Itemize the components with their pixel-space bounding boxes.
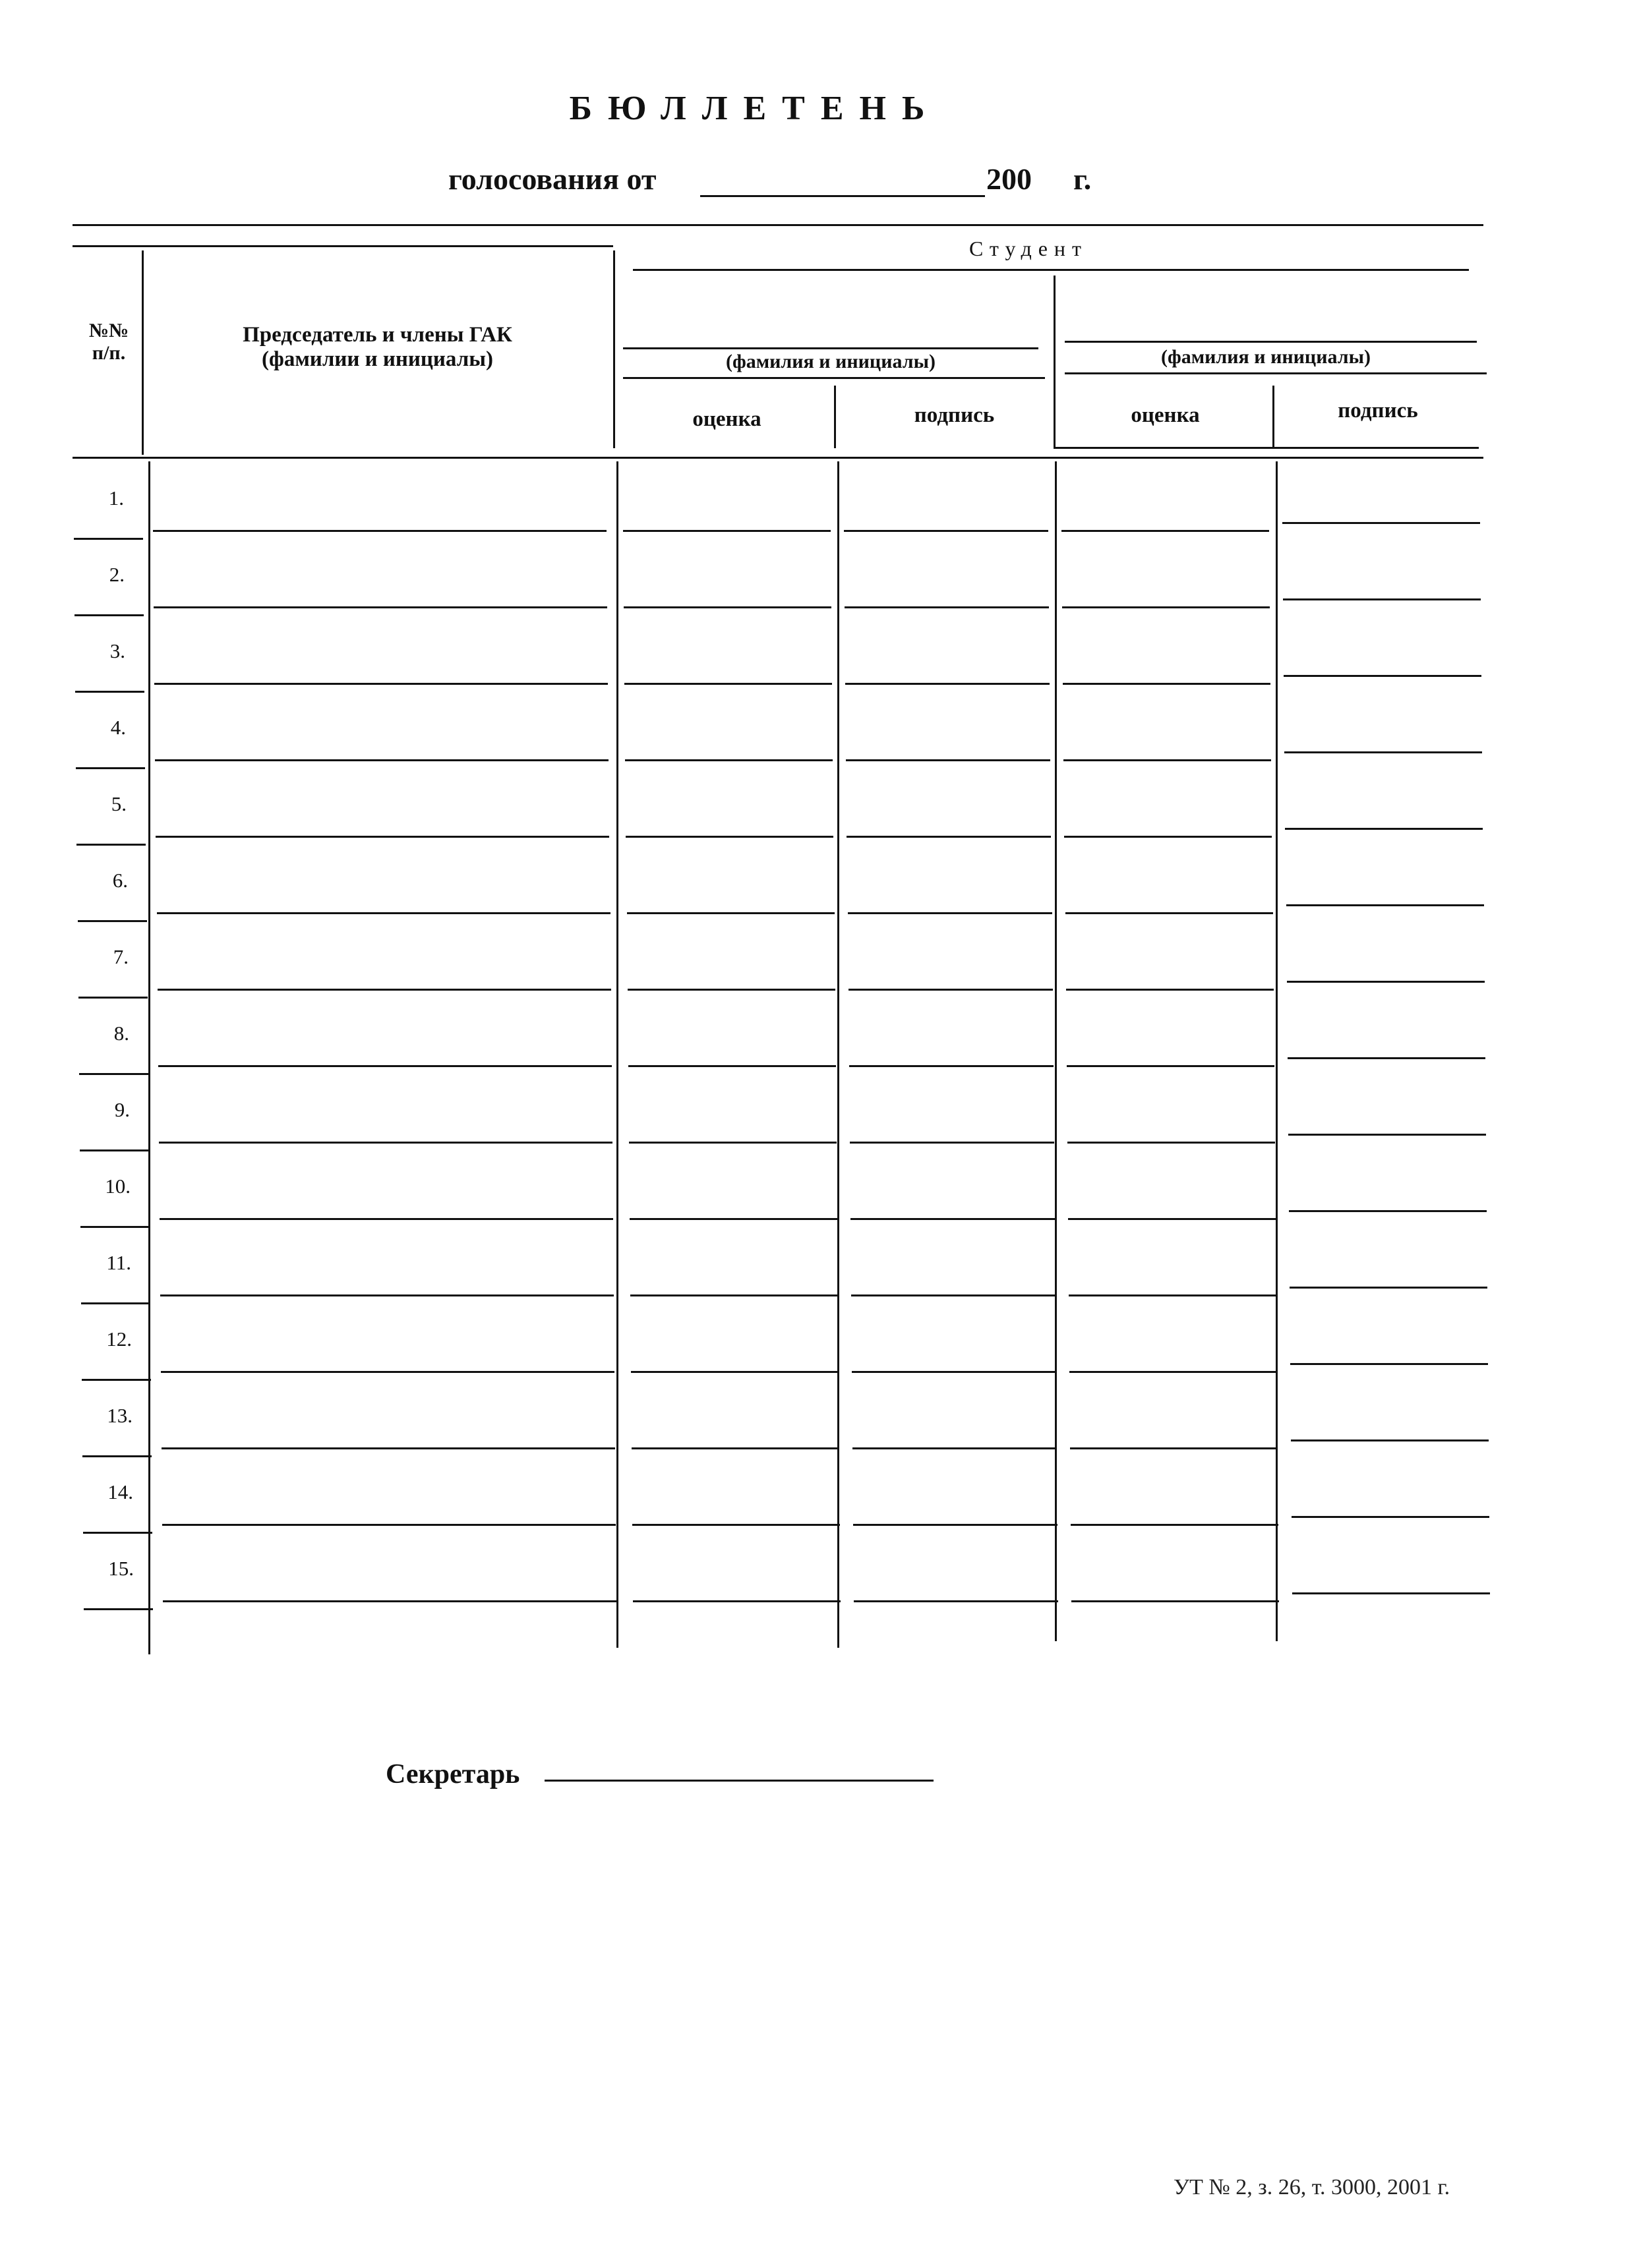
student1-signature-field[interactable]: [845, 683, 1050, 685]
member-name-field[interactable]: [153, 530, 607, 532]
row-number-rule: [78, 920, 147, 922]
student1-signature-field[interactable]: [853, 1524, 1057, 1526]
student2-signature-field[interactable]: [1283, 598, 1481, 600]
member-name-field[interactable]: [160, 1218, 613, 1220]
col-number-line1: №№: [88, 320, 129, 341]
student2-grade-field[interactable]: [1069, 1294, 1276, 1296]
student1-grade-field[interactable]: [624, 683, 832, 685]
header-divider-2: [613, 250, 615, 448]
row-number-rule: [82, 1455, 152, 1457]
row-number-rule: [80, 1149, 149, 1151]
body-divider-1: [148, 461, 150, 1654]
row-number: 3.: [109, 639, 125, 662]
year-prefix: 200: [986, 162, 1032, 196]
body-divider-3: [837, 461, 839, 1648]
member-name-field[interactable]: [157, 912, 610, 914]
student1-signature-field[interactable]: [844, 530, 1048, 532]
member-name-field[interactable]: [159, 1142, 612, 1144]
student1-caption-rule: [623, 377, 1045, 379]
student2-grade-field[interactable]: [1061, 530, 1269, 532]
student1-name-caption: (фамилия и инициалы): [725, 351, 936, 372]
row-number-rule: [84, 1608, 153, 1610]
student2-grade-field[interactable]: [1067, 1142, 1275, 1144]
row-number-rule: [78, 997, 148, 999]
row-number-rule: [80, 1226, 150, 1228]
member-name-field[interactable]: [158, 989, 611, 991]
student1-signature-field[interactable]: [848, 989, 1053, 991]
student1-signature-field[interactable]: [854, 1600, 1058, 1602]
row-number: 11.: [106, 1251, 131, 1274]
row-number: 1.: [108, 486, 124, 509]
body-divider-4: [1055, 461, 1057, 1641]
body-divider-2: [616, 461, 618, 1648]
row-number: 10.: [105, 1175, 131, 1198]
col-members-header: [152, 323, 603, 372]
student1-grade-field[interactable]: [628, 1065, 836, 1067]
student1-grade-field[interactable]: [632, 1447, 839, 1449]
col-number-header: [82, 320, 135, 364]
member-name-field[interactable]: [156, 836, 609, 838]
member-name-field[interactable]: [163, 1600, 616, 1602]
student1-signature-field[interactable]: [847, 836, 1051, 838]
header-divider-5: [1272, 386, 1274, 448]
row-number: 13.: [107, 1404, 133, 1427]
row-number: 8.: [113, 1022, 129, 1045]
table-top-rule-2: [73, 245, 613, 247]
row-number: 5.: [111, 792, 127, 815]
student-group-header: Студент: [968, 237, 1088, 260]
student2-grade-header: оценка: [1131, 403, 1200, 427]
member-name-field[interactable]: [155, 759, 609, 761]
student2-signature-field[interactable]: [1289, 1210, 1487, 1212]
student2-caption-rule: [1065, 372, 1487, 374]
student1-grade-field[interactable]: [627, 912, 835, 914]
row-number: 4.: [110, 716, 126, 739]
student1-grade-field[interactable]: [632, 1524, 840, 1526]
student1-grade-field[interactable]: [633, 1600, 841, 1602]
table-top-rule: [73, 224, 1483, 226]
row-number: 2.: [109, 563, 125, 586]
student2-grade-field[interactable]: [1065, 912, 1273, 914]
header-bottom-rule-short: [1054, 447, 1479, 449]
student1-grade-header: оценка: [692, 407, 761, 431]
row-number: 14.: [107, 1480, 133, 1503]
row-number: 12.: [106, 1327, 132, 1351]
voting-date-label: голосования от: [448, 162, 657, 196]
student2-signature-field[interactable]: [1292, 1516, 1489, 1518]
student1-grade-field[interactable]: [626, 836, 833, 838]
student2-signature-field[interactable]: [1292, 1592, 1490, 1594]
header-divider-1: [142, 250, 144, 455]
student2-signature-field[interactable]: [1288, 1057, 1485, 1059]
row-number-rule: [82, 1379, 151, 1381]
student1-signature-field[interactable]: [845, 606, 1049, 608]
body-divider-5: [1276, 461, 1278, 1641]
student1-signature-field[interactable]: [848, 912, 1052, 914]
student2-signature-field[interactable]: [1284, 751, 1482, 753]
student2-signature-field[interactable]: [1291, 1439, 1489, 1441]
student1-grade-field[interactable]: [628, 989, 835, 991]
col-number-line2: п/п.: [92, 341, 126, 364]
student2-signature-field[interactable]: [1288, 1134, 1486, 1136]
student1-signature-field[interactable]: [850, 1218, 1055, 1220]
row-number-rule: [74, 614, 144, 616]
col-members-line1: Председатель и члены ГАК: [243, 323, 512, 347]
print-imprint: УТ № 2, з. 26, т. 3000, 2001 г.: [1174, 2175, 1450, 2199]
student2-signature-field[interactable]: [1290, 1363, 1488, 1365]
student1-signature-field[interactable]: [852, 1447, 1057, 1449]
student2-grade-field[interactable]: [1067, 1065, 1274, 1067]
student1-signature-field[interactable]: [849, 1065, 1054, 1067]
student2-grade-field[interactable]: [1062, 606, 1270, 608]
row-number-rule: [76, 767, 145, 769]
student2-signature-field[interactable]: [1287, 981, 1485, 983]
row-number-rule: [81, 1302, 150, 1304]
row-number-rule: [74, 538, 143, 540]
member-name-field[interactable]: [162, 1447, 615, 1449]
student1-grade-field[interactable]: [629, 1142, 837, 1144]
row-number: 7.: [113, 945, 129, 968]
student1-grade-field[interactable]: [624, 606, 831, 608]
student-group-rule: [633, 269, 1469, 271]
student1-grade-field[interactable]: [625, 759, 833, 761]
member-name-field[interactable]: [161, 1371, 614, 1373]
student2-grade-field[interactable]: [1063, 683, 1270, 685]
member-name-field[interactable]: [154, 606, 607, 608]
student1-signature-field[interactable]: [851, 1294, 1056, 1296]
member-name-field[interactable]: [158, 1065, 612, 1067]
row-number-rule: [75, 691, 144, 693]
document-title: БЮЛЛЕТЕНЬ: [569, 90, 941, 127]
student2-signature-field[interactable]: [1282, 522, 1480, 524]
student1-signature-header: подпись: [914, 403, 995, 427]
row-number-rule: [79, 1073, 148, 1075]
col-members-line2: (фамилии и инициалы): [262, 347, 493, 371]
student2-signature-field[interactable]: [1284, 675, 1481, 677]
row-number: 9.: [114, 1098, 130, 1121]
row-number-rule: [76, 844, 146, 846]
student2-grade-field[interactable]: [1070, 1447, 1278, 1449]
student2-grade-field[interactable]: [1066, 989, 1274, 991]
voting-date-field[interactable]: [700, 195, 985, 197]
member-name-field[interactable]: [162, 1524, 616, 1526]
student2-signature-field[interactable]: [1285, 828, 1483, 830]
student2-grade-field[interactable]: [1071, 1524, 1278, 1526]
header-divider-4: [834, 386, 836, 448]
student2-signature-field[interactable]: [1290, 1287, 1487, 1289]
student1-grade-field[interactable]: [623, 530, 831, 532]
student1-signature-field[interactable]: [852, 1371, 1056, 1373]
student2-grade-field[interactable]: [1071, 1600, 1279, 1602]
student1-signature-field[interactable]: [846, 759, 1050, 761]
student1-signature-field[interactable]: [850, 1142, 1054, 1144]
student1-name-field[interactable]: [623, 347, 1038, 349]
student1-grade-field[interactable]: [631, 1371, 839, 1373]
row-number: 6.: [112, 869, 128, 892]
student2-grade-field[interactable]: [1064, 836, 1272, 838]
student2-grade-field[interactable]: [1063, 759, 1271, 761]
student2-name-field[interactable]: [1065, 341, 1477, 343]
row-number: 15.: [108, 1557, 134, 1580]
student2-grade-field[interactable]: [1069, 1371, 1277, 1373]
student2-grade-field[interactable]: [1068, 1218, 1276, 1220]
secretary-label: Секретарь: [386, 1759, 520, 1789]
student2-signature-header: подпись: [1338, 399, 1418, 422]
member-name-field[interactable]: [154, 683, 608, 685]
student2-name-caption: (фамилия и инициалы): [1160, 346, 1371, 368]
year-suffix: г.: [1073, 162, 1092, 196]
row-number-rule: [83, 1532, 152, 1534]
student1-grade-field[interactable]: [630, 1294, 838, 1296]
secretary-signature-field[interactable]: [545, 1780, 934, 1782]
student2-signature-field[interactable]: [1286, 904, 1484, 906]
student1-grade-field[interactable]: [630, 1218, 837, 1220]
member-name-field[interactable]: [160, 1294, 614, 1296]
header-bottom-rule: [73, 457, 1483, 459]
